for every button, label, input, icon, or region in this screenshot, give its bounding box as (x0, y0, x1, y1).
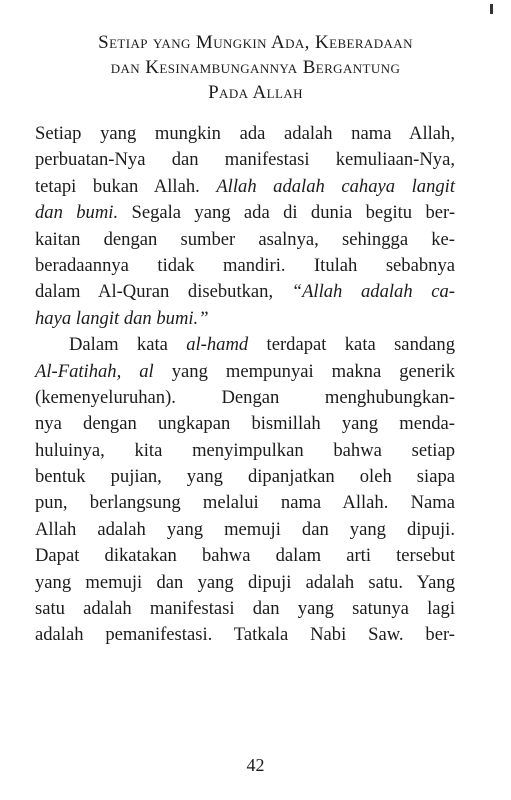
italic-text: Al-Fatihah, al (35, 360, 154, 382)
text-line (35, 121, 455, 147)
text-line (35, 174, 455, 200)
text-line (35, 227, 455, 253)
paragraph (35, 121, 455, 332)
text-run: Dapat dikatakan bahwa dalam arti tersebut (35, 545, 455, 567)
italic-text: “Allah adalah ca- (291, 281, 455, 303)
text-line (35, 279, 455, 305)
text-run: nya dengan ungkapan bismillah yang menda- (35, 413, 455, 435)
text-line (35, 543, 455, 569)
italic-text: dan bumi. (35, 202, 119, 224)
heading-line: Setiap yang Mungkin Ada, Keberadaan (98, 32, 413, 53)
text-line (35, 147, 455, 173)
text-run: yang memuji dan yang dipuji adalah satu. Yang (35, 571, 455, 593)
text-run: huluinya, kita menyimpulkan bahwa setiap (35, 439, 455, 461)
text-run: (kemenyeluruhan). Dengan menghubungkan- (35, 386, 455, 408)
text-run: yang mempunyai makna generik (153, 360, 455, 382)
text-line (35, 490, 455, 516)
text-line (35, 253, 455, 279)
text-line (35, 332, 455, 358)
body-text (35, 121, 455, 649)
text-run: Setiap yang mungkin ada adalah nama Allah, (35, 123, 455, 144)
text-run: beradaannya tidak mandiri. Itulah sebabnya (35, 254, 455, 276)
text-run: Allah adalah yang memuji dan yang dipuji. (35, 518, 455, 540)
italic-text: Allah adalah cahaya langit (216, 175, 455, 197)
text-line (35, 306, 455, 332)
text-run: adalah pemanifestasi. Tatkala Nabi Saw. ber- (35, 624, 455, 646)
text-run: satu adalah manifestasi dan yang satunya lagi (35, 598, 455, 620)
heading-line: Pada Allah (208, 82, 303, 103)
text-line (35, 622, 455, 648)
text-line (35, 438, 455, 464)
text-run: perbuatan-Nya dan manifestasi kemuliaan-Nya, (35, 149, 455, 171)
heading-line: dan Kesinambungannya Bergantung (110, 57, 401, 78)
text-run: kaitan dengan sumber asalnya, sehingga ke- (35, 228, 455, 250)
italic-text: haya langit dan bumi.” (35, 307, 209, 329)
text-run: Dalam kata (69, 334, 187, 356)
section-heading (20, 30, 491, 105)
text-line (35, 517, 455, 543)
text-line (35, 464, 455, 490)
text-line (35, 596, 455, 622)
text-line (35, 385, 455, 411)
scan-mark (490, 4, 493, 14)
page-number: 42 (246, 755, 265, 775)
text-run: pun, berlangsung melalui nama Allah. Nama (35, 492, 455, 514)
text-run: terdapat kata sandang (248, 334, 456, 356)
text-run: dalam Al-Quran disebutkan, (35, 281, 292, 303)
text-line (35, 570, 455, 596)
text-line (35, 411, 455, 437)
text-line (35, 200, 455, 226)
text-run: tetapi bukan Allah. (35, 175, 217, 197)
text-run: bentuk pujian, yang dipanjatkan oleh siapa (35, 466, 455, 488)
italic-text: al-hamd (186, 334, 249, 356)
paragraph (35, 332, 455, 649)
text-run: Segala yang ada di dunia begitu ber- (118, 202, 456, 224)
text-line (35, 359, 455, 385)
